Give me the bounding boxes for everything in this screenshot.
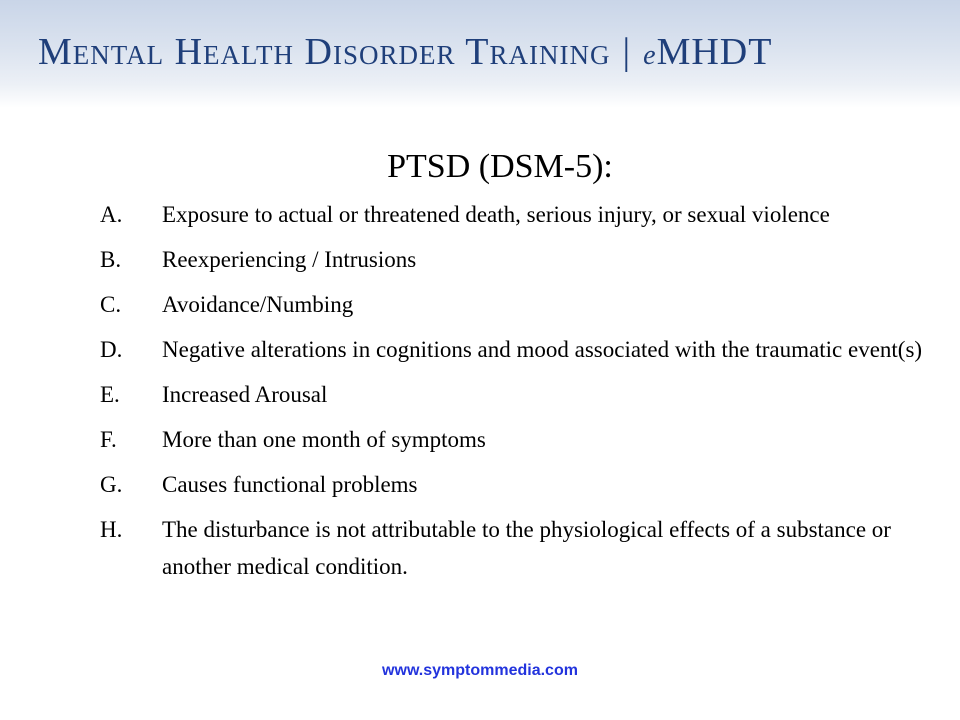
slide-title: PTSD (DSM-5): — [387, 148, 613, 185]
criteria-item — [100, 466, 950, 503]
criteria-item — [100, 331, 950, 368]
banner-title-main: Mental Health Disorder Training — [38, 31, 611, 73]
criteria-list — [100, 196, 950, 593]
criteria-text: Avoidance/Numbing — [162, 292, 354, 317]
criteria-text: Reexperiencing / Intrusions — [162, 247, 417, 272]
criteria-item — [100, 421, 950, 458]
brand-e: e — [643, 40, 657, 71]
criteria-letter: G. — [100, 472, 123, 497]
symptommedia-link[interactable]: www.symptommedia.com — [382, 662, 578, 679]
criteria-letter: D. — [100, 337, 123, 362]
banner-title — [38, 30, 772, 74]
header-banner — [0, 0, 960, 108]
criteria-letter: B. — [100, 247, 122, 272]
criteria-letter: A. — [100, 202, 123, 227]
criteria-letter: E. — [100, 382, 120, 407]
criteria-letter: H. — [100, 517, 123, 542]
criteria-text: Exposure to actual or threatened death, serious injury, or sexual violence — [162, 202, 830, 227]
criteria-item — [100, 511, 950, 585]
criteria-letter: C. — [100, 292, 122, 317]
criteria-item — [100, 286, 950, 323]
criteria-text: Increased Arousal — [162, 382, 328, 407]
criteria-item — [100, 241, 950, 278]
criteria-text: Negative alterations in cognitions and mood associated with the traumatic event(s) — [162, 337, 923, 362]
banner-separator: | — [622, 31, 632, 73]
criteria-text: The disturbance is not attributable to the physiological effects of a substance or another medical condition. — [162, 517, 891, 579]
criteria-text: More than one month of symptoms — [162, 427, 486, 452]
criteria-letter: F. — [100, 427, 117, 452]
criteria-item — [100, 376, 950, 413]
criteria-item — [100, 196, 950, 233]
criteria-text: Causes functional problems — [162, 472, 418, 497]
brand-name: MHDT — [656, 31, 773, 73]
